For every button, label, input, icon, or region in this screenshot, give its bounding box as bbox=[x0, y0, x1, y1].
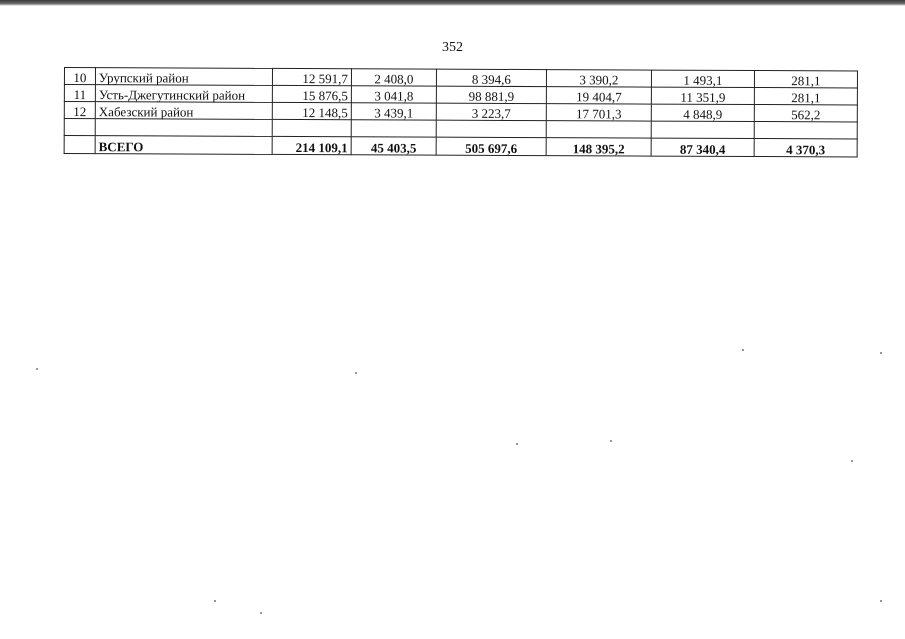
district-name: Урупский район bbox=[95, 68, 272, 86]
scan-speck bbox=[516, 443, 518, 445]
table-cell: 98 881,9 bbox=[436, 86, 546, 103]
row-number: 11 bbox=[64, 85, 95, 102]
total-cell: 505 697,6 bbox=[436, 137, 546, 155]
table-row bbox=[64, 68, 857, 88]
row-number: 10 bbox=[64, 68, 95, 85]
table-cell: 19 404,7 bbox=[546, 87, 651, 104]
table-cell: 8 394,6 bbox=[436, 69, 546, 86]
table-cell: 17 701,3 bbox=[546, 104, 651, 121]
scan-speck bbox=[742, 349, 744, 351]
empty-cell bbox=[754, 122, 857, 139]
scan-speck bbox=[610, 440, 612, 442]
total-cell: 4 370,3 bbox=[754, 139, 857, 157]
table-cell: 2 408,0 bbox=[351, 69, 436, 86]
empty-cell bbox=[436, 120, 546, 137]
district-name: Хабезский район bbox=[95, 102, 272, 120]
scan-speck bbox=[355, 372, 357, 374]
table-row bbox=[64, 85, 857, 105]
empty-cell bbox=[651, 121, 754, 138]
empty-cell bbox=[546, 121, 651, 138]
total-cell: 214 109,1 bbox=[272, 136, 351, 154]
empty-cell bbox=[272, 119, 351, 136]
table-cell: 562,2 bbox=[754, 105, 857, 122]
scan-speck bbox=[880, 600, 882, 602]
scan-top-edge bbox=[0, 0, 905, 6]
empty-cell bbox=[64, 136, 95, 154]
table-cell: 15 876,5 bbox=[272, 85, 351, 102]
row-number: 12 bbox=[64, 102, 95, 119]
scan-speck bbox=[880, 352, 882, 354]
empty-cell bbox=[95, 119, 272, 137]
table-cell: 12 148,5 bbox=[272, 102, 351, 119]
scan-speck bbox=[214, 600, 216, 602]
table-cell: 1 493,1 bbox=[651, 70, 754, 87]
total-row bbox=[64, 136, 857, 157]
district-name: Усть-Джегутинский район bbox=[95, 85, 272, 103]
table-cell: 3 041,8 bbox=[351, 86, 436, 103]
table-cell: 281,1 bbox=[754, 71, 857, 88]
table-cell: 3 223,7 bbox=[436, 103, 546, 120]
scan-speck bbox=[36, 368, 38, 370]
table-cell: 12 591,7 bbox=[272, 68, 351, 85]
total-cell: 87 340,4 bbox=[651, 138, 754, 156]
table-cell: 4 848,9 bbox=[651, 104, 754, 121]
total-label: ВСЕГО bbox=[95, 136, 272, 155]
table-row bbox=[64, 102, 857, 122]
page-number: 352 bbox=[442, 40, 463, 55]
table-cell: 3 390,2 bbox=[546, 70, 651, 87]
scan-speck bbox=[260, 612, 262, 614]
table-cell: 3 439,1 bbox=[351, 103, 436, 120]
empty-cell bbox=[64, 119, 95, 136]
total-cell: 148 395,2 bbox=[546, 138, 651, 156]
table-cell: 11 351,9 bbox=[651, 87, 754, 104]
data-table bbox=[64, 67, 858, 157]
total-cell: 45 403,5 bbox=[351, 137, 436, 155]
table-cell: 281,1 bbox=[754, 88, 857, 105]
empty-cell bbox=[351, 120, 436, 137]
scan-speck bbox=[851, 460, 853, 462]
